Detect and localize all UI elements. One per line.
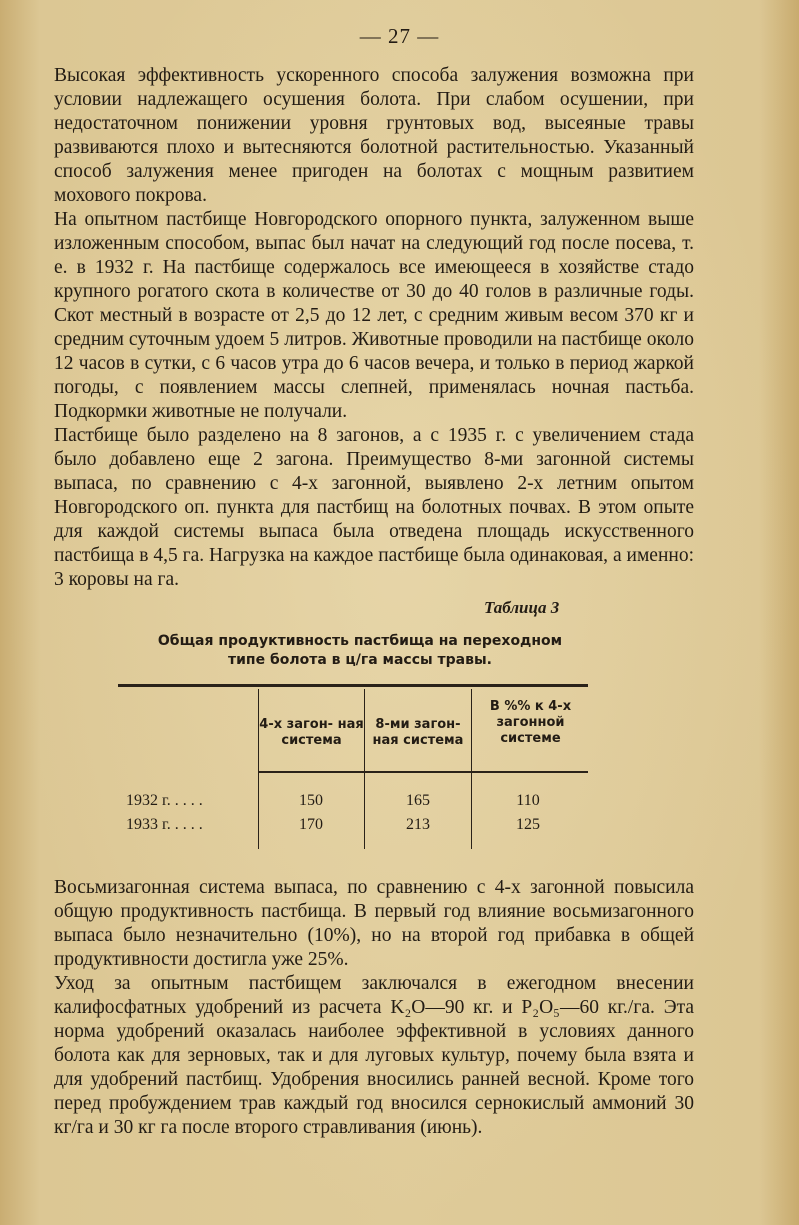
cell-percent: 125 (516, 816, 540, 833)
paragraph: Уход за опытным пастбищем заключался в ежегодном внесении калифосфатных удобрений из расчета K₂O—90 кг. и P₂O₅—60 кг./га. Эта норма удобрений оказалась наиболее эффективной в условиях данного болота как для зерновых, так и для луговых культур, почему была взята и для удобрений пастбищ. Удобрения вносились ранней весной. Кроме того перед пробуждением трав каждый год вносился сернокислый аммоний 30 кг/га и 30 кг га после второго стравливания (июнь). (54, 973, 694, 1138)
table-header (118, 689, 588, 771)
cell-4-pen: 150 (299, 792, 323, 809)
table-top-rule (118, 684, 588, 687)
paragraph: Восьмизагонная система выпаса, по сравнению с 4-х загонной повысила общую продуктивность пастбища. В первый год влияние восьмизагонного выпаса было незначительно (10%), но на второй год прибавка в общей продуктивности достигла уже 25%. (54, 877, 694, 970)
header-label: 8-ми загон- ная система (372, 717, 464, 748)
table-row (118, 792, 588, 816)
cell-4-pen: 170 (299, 816, 323, 833)
text-block-top (54, 64, 694, 592)
table-title-line: типе болота в ц/га массы травы. (228, 652, 492, 668)
text-block-bottom (54, 876, 694, 1140)
table-title (120, 632, 600, 670)
cell-8-pen: 165 (406, 792, 430, 809)
table-number: Таблица 3 (484, 598, 560, 617)
row-label: 1932 г. . . . . (126, 792, 203, 809)
paragraph: Пастбище было разделено на 8 загонов, а с 1935 г. с увеличением стада было добавлено еще 2 загона. Преимущество 8-ми загонной системы выпаса, по сравнению с 4-х загонной, выявлено 2-х летним опытом Новгородского оп. пункта для пастбищ на болотных почвах. В этом опыте для каждой системы выпаса была отведена площадь искусственного пастбища в 4,5 га. Нагрузка на каждое пастбище была одинаковая, а именно: 3 коровы на га. (54, 425, 694, 590)
header-label: 4-х загон- ная система (259, 717, 364, 748)
cell-8-pen: 213 (406, 816, 430, 833)
productivity-table (118, 684, 588, 833)
table-title-line: Общая продуктивность пастбища на переходном (157, 633, 563, 649)
paragraph: На опытном пастбище Новгородского опорного пункта, залуженном выше изложенным способом, выпас был начат на следующий год после посева, т. е. в 1932 г. На пастбище содержалось все имеющееся в хозяйстве стадо крупного рогатого скота в количестве от 30 до 40 голов в различные годы. Скот местный в возрасте от 2,5 до 12 лет, с средним живым весом 370 кг и средним суточным удоем 5 литров. Животные проводили на пастбище около 12 часов в сутки, с 6 часов утра до 6 часов вечера, и только в период жаркой погоды, с появлением массы слепней, применялась ночная пастьба. Подкормки животные не получали. (54, 209, 694, 422)
page-number: — 27 — (359, 24, 440, 48)
header-rule (258, 771, 588, 773)
header-label: В %% к 4-х загонной системе (489, 699, 572, 746)
paragraph: Высокая эффективность ускоренного способа залужения возможна при условии надлежащего осушения болота. При слабом осушении, при недостаточном понижении уровня грунтовых вод, высеяные травы развиваются плохо и вытесняются болотной растительностью. Указанный способ залужения менее пригоден на болотах с мощным развитием мохового покрова. (54, 65, 694, 206)
cell-percent: 110 (516, 792, 540, 809)
table-row (118, 816, 588, 840)
row-label: 1933 г. . . . . (126, 816, 203, 833)
